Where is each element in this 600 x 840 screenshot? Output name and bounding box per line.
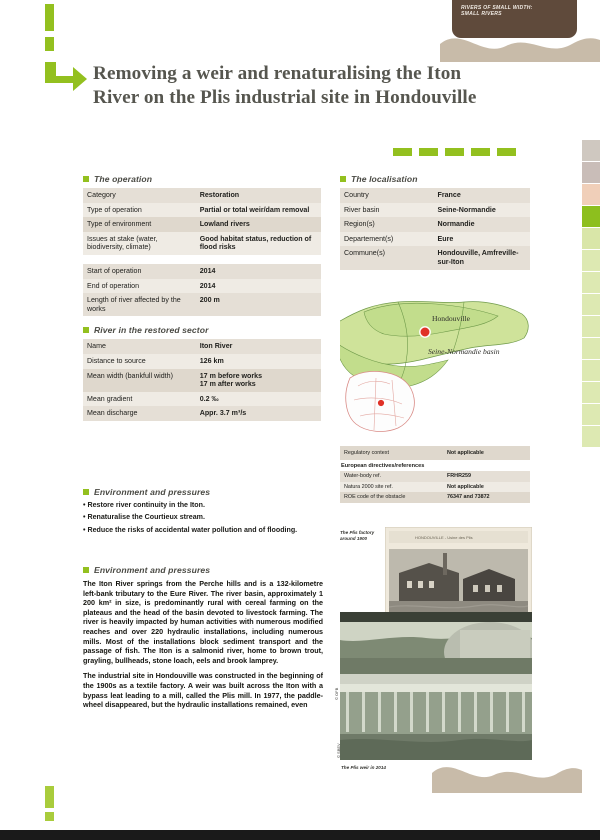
- table-row: [83, 217, 321, 232]
- eu-references-table: [340, 471, 530, 503]
- table-cell-key: Water-body ref.: [340, 471, 443, 482]
- table-cell-value: 126 km: [196, 354, 321, 369]
- table-cell-key: End of operation: [83, 279, 196, 294]
- table-cell-value: Hondouville, Amfreville-sur-Iton: [434, 246, 531, 269]
- table-row: [83, 188, 321, 203]
- table-cell-value: 0.2 ‰: [196, 392, 321, 407]
- table-cell-key: Regulatory context: [340, 446, 443, 460]
- river-table: [83, 339, 321, 421]
- table-row: [340, 482, 530, 493]
- table-cell-value: 17 m before works 17 m after works: [196, 369, 321, 392]
- rail-segment: [582, 360, 600, 381]
- rail-segment: [582, 228, 600, 249]
- table-cell-value: Normandie: [434, 217, 531, 232]
- table-cell-value: 2014: [196, 264, 321, 279]
- section-label: The operation: [94, 174, 153, 184]
- table-cell-key: Issues at stake (water, biodiversity, climate): [83, 232, 196, 255]
- rail-segment: [582, 162, 600, 183]
- footer-bar: [0, 830, 600, 840]
- rail-segment: [582, 250, 600, 271]
- accent-tick-bottom-2: [45, 812, 54, 821]
- table-cell-key: Mean gradient: [83, 392, 196, 407]
- color-rail: [582, 140, 600, 448]
- map-svg: [340, 282, 530, 440]
- table-cell-key: Departement(s): [340, 232, 434, 247]
- map-label-site: Hondouville: [432, 314, 470, 323]
- regulatory-block: [340, 446, 530, 503]
- bullet-square-icon: [83, 327, 89, 333]
- bullet-square-icon: [83, 176, 89, 182]
- table-cell-value: Appr. 3.7 m³/s: [196, 406, 321, 421]
- svg-text:HONDOUVILLE - Usine des Plis: HONDOUVILLE - Usine des Plis: [415, 535, 473, 540]
- section-heading-environment-2: [83, 565, 323, 575]
- body-paragraph: The industrial site in Hondouville was constructed in the beginning of the 1900s as a textile factory. A weir was built across the Iton with a bypass leat leading to a mill, called the Plis mill. In 1977, the paddle-wheel disappeared, but the hydraulic installations remained, even: [83, 671, 323, 710]
- table-row: [340, 203, 530, 218]
- regulatory-context-table: [340, 446, 530, 460]
- localisation-table: [340, 188, 530, 270]
- table-cell-key: Commune(s): [340, 246, 434, 269]
- table-cell-value: Restoration: [196, 188, 321, 203]
- rail-segment: [582, 206, 600, 227]
- rail-segment: [582, 140, 600, 161]
- table-cell-value: 76347 and 73872: [443, 492, 530, 503]
- table-row: [340, 217, 530, 232]
- table-cell-value: Partial or total weir/dam removal: [196, 203, 321, 218]
- table-row: [340, 232, 530, 247]
- table-cell-value: Not applicable: [443, 446, 530, 460]
- list-item: • Restore river continuity in the Iton.: [83, 501, 205, 509]
- environment-bullets-block: [83, 487, 323, 538]
- footer-logo: onema france: [573, 802, 590, 814]
- operation-dates-table: [83, 264, 321, 316]
- table-row: [340, 492, 530, 503]
- table-row: [83, 339, 321, 354]
- corner-tab: [452, 0, 577, 38]
- accent-tick-bottom-1: [45, 786, 54, 808]
- section-label: River in the restored sector: [94, 325, 209, 336]
- section-heading-operation: [83, 174, 321, 184]
- bullet-square-icon: [83, 567, 89, 573]
- map-label-basin: Seine-Normandie basin: [428, 347, 500, 356]
- arrow-icon: [45, 62, 87, 96]
- table-row: [83, 279, 321, 294]
- corner-tab-line1: RIVERS OF SMALL WIDTH:: [461, 5, 533, 11]
- table-row: [83, 369, 321, 392]
- table-cell-key: Name: [83, 339, 196, 354]
- bullet-square-icon: [83, 489, 89, 495]
- section-label: Environment and pressures: [94, 565, 211, 575]
- rail-segment: [582, 316, 600, 337]
- table-cell-value: FRHR259: [443, 471, 530, 482]
- rail-segment: [582, 382, 600, 403]
- right-column: [340, 174, 530, 270]
- page-title: Removing a weir and renaturalising the Iton River on the Plis industrial site in Hondouville: [93, 63, 477, 109]
- body-paragraph: The Iton River springs from the Perche hills and is a 132-kilometre left-bank tributary to the Eure River. The river basin, approximately 1 200 km² in size, is predominantly rural with cereal farming on the plateaus and the head of the basin devoted to livestock farming. The river is heavily impacted by human activities with numerous modified reaches and over 220 hydraulic installations, including numerous mills. Most of the installations block sediment transport and the passage of fish. The Iton is a salmonid river, home to brown trout, grayling, bullheads, stone loach, eels and brook lamprey.: [83, 579, 323, 665]
- table-cell-value: 200 m: [196, 293, 321, 316]
- table-row: [83, 232, 321, 255]
- list-item: • Renaturalise the Courtieux stream.: [83, 513, 205, 522]
- rail-segment: [582, 184, 600, 205]
- section-heading-river: [83, 325, 321, 335]
- table-row: [340, 188, 530, 203]
- table-cell-value: Iton River: [196, 339, 321, 354]
- rail-segment: [582, 426, 600, 447]
- table-cell-key: Type of operation: [83, 203, 196, 218]
- left-column: [83, 174, 321, 421]
- table-cell-value: Eure: [434, 232, 531, 247]
- table-cell-value: Seine-Normandie: [434, 203, 531, 218]
- table-cell-value: Good habitat status, reduction of flood risks: [196, 232, 321, 255]
- accent-tick-1: [45, 4, 54, 31]
- section-label: Environment and pressures: [94, 487, 211, 497]
- table-cell-value: France: [434, 188, 531, 203]
- table-row: [83, 293, 321, 316]
- table-cell-value: Not applicable: [443, 482, 530, 493]
- table-cell-key: River basin: [340, 203, 434, 218]
- table-cell-key: Start of operation: [83, 264, 196, 279]
- rail-segment: [582, 404, 600, 425]
- locator-map: [340, 282, 530, 440]
- section-heading-localisation: [340, 174, 530, 184]
- dash-decoration: [393, 148, 516, 156]
- table-cell-key: ROE code of the obstacle: [340, 492, 443, 503]
- table-row: [83, 203, 321, 218]
- table-row: [83, 406, 321, 421]
- photo-weir-2014: [340, 612, 532, 760]
- table-cell-key: Region(s): [340, 217, 434, 232]
- list-item: • Reduce the risks of accidental water pollution and of flooding.: [83, 525, 298, 534]
- table-cell-key: Length of river affected by the works: [83, 293, 196, 316]
- rail-segment: [582, 294, 600, 315]
- section-label: The localisation: [351, 174, 418, 184]
- environment-body-block: [83, 565, 323, 716]
- wave-decoration-bottom: [432, 759, 582, 793]
- table-cell-value: Lowland rivers: [196, 217, 321, 232]
- bullet-square-icon: [340, 176, 346, 182]
- table-row: [83, 354, 321, 369]
- photo-credit-1: © OFB: [334, 687, 339, 700]
- table-cell-value: 2014: [196, 279, 321, 294]
- operation-table: [83, 188, 321, 255]
- table-cell-key: Natura 2000 site ref.: [340, 482, 443, 493]
- table-row: [340, 471, 530, 482]
- rail-segment: [582, 272, 600, 293]
- table-row: [340, 246, 530, 269]
- table-cell-key: Country: [340, 188, 434, 203]
- table-row: [340, 446, 530, 460]
- rail-segment: [582, 338, 600, 359]
- table-cell-key: Mean discharge: [83, 406, 196, 421]
- photo-caption-1: The Plis factory around 1900: [340, 530, 375, 541]
- section-heading-environment-1: [83, 487, 323, 497]
- accent-tick-2: [45, 37, 54, 51]
- table-row: [83, 392, 321, 407]
- table-cell-key: Mean width (bankfull width): [83, 369, 196, 392]
- table-row: [83, 264, 321, 279]
- table-cell-key: Type of environment: [83, 217, 196, 232]
- table-cell-key: Category: [83, 188, 196, 203]
- table-cell-key: Distance to source: [83, 354, 196, 369]
- photo-caption-2: The Plis weir in 2014: [341, 765, 386, 770]
- corner-tab-line2: SMALL RIVERS: [461, 11, 502, 18]
- eu-directives-heading: European directives/references: [341, 463, 425, 469]
- photo-credit-2: © SBEV: [336, 743, 341, 758]
- photo-historic-factory: [385, 527, 532, 621]
